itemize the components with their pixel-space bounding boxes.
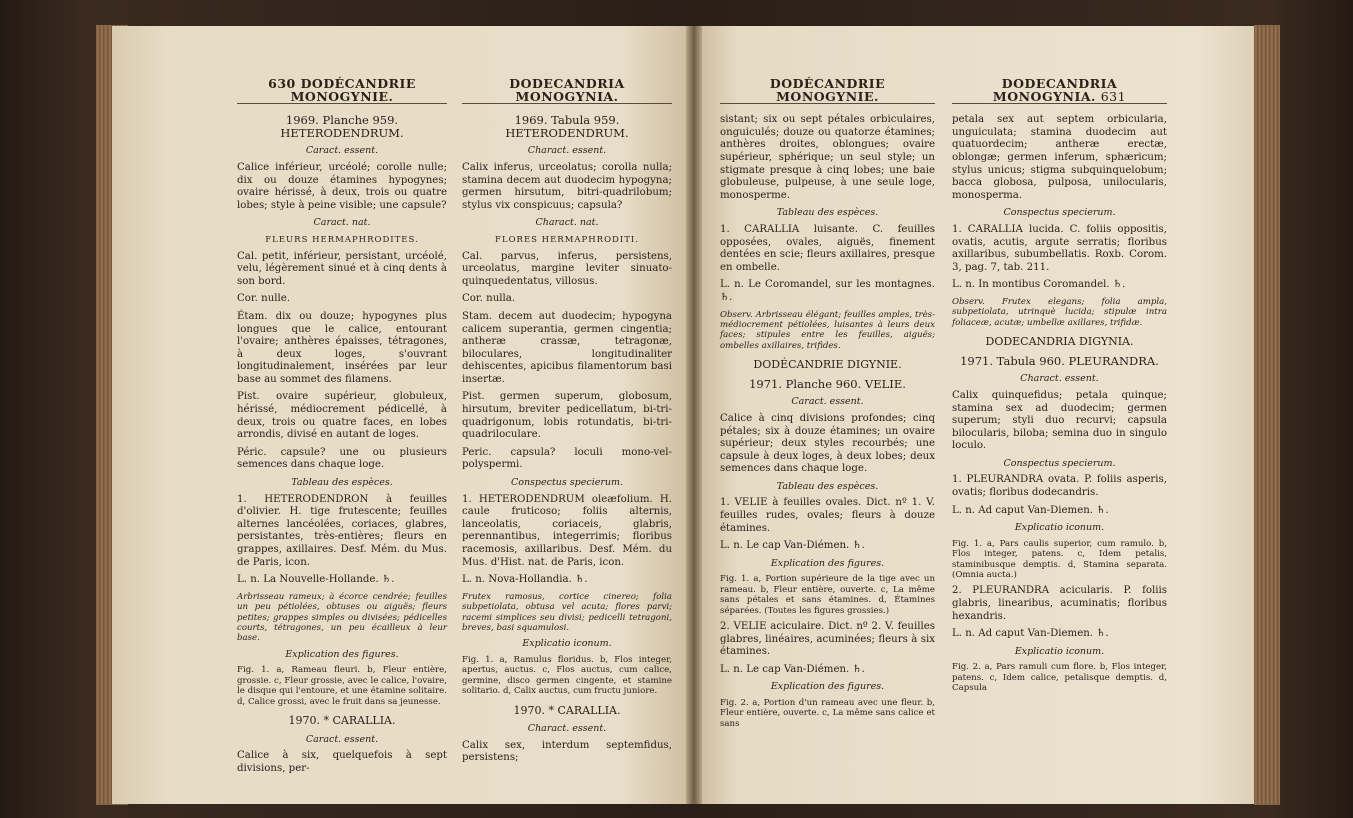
caption: FLORES HERMAPHRODITI. (495, 234, 639, 245)
genus-title: 1969. Planche 959. HETERODENDRUM. (280, 113, 404, 140)
caption: Charact. nat. (535, 217, 599, 229)
locality: L. n. Le cap Van-Diémen. ♄. (720, 663, 865, 675)
figure-explanation: Fig. 1. a, Rameau fleuri. b, Fleur entière, grossie. c, Fleur grossie, avec le calice, l'ovaire, le disque qui l'entoure, et une étamine solitaire. d, Calice grossi, avec le fruit dans sa jeunesse. (237, 665, 447, 707)
caption: Charact. essent. (1020, 373, 1099, 385)
species-entry: 1. PLEURANDRA ovata. P. foliis asperis, ovatis; floribus dodecandris. (952, 474, 1167, 499)
header-text: DODECANDRIA MONOGYNIA. (992, 76, 1118, 104)
locality: L. n. Ad caput Van-Diemen. ♄. (952, 504, 1109, 516)
species-entry: 1. CARALLIA luisante. C. feuilles opposées, ovales, aiguës, finement dentées en scie; fleurs axillaires, presque en ombelle. (720, 223, 935, 273)
genus-title: 1971. Planche 960. VELIE. (749, 376, 906, 391)
caption: Tableau des espèces. (776, 480, 879, 492)
paragraph: Pist. ovaire supérieur, globuleux, hérissé, médiocrement pédicellé, à deux, trois ou quatre faces, en lobes arrondis, divisé en autant de loges. (237, 391, 447, 441)
paragraph: Calix sex, interdum septemfidus, persistens; (462, 739, 672, 764)
caption: Explicatio iconum. (1014, 522, 1105, 534)
species-entry: 2. VELIE aciculaire. Dict. nº 2. V. feuilles glabres, linéaires, acuminées; fleurs à six étamines. (720, 621, 935, 658)
caption: Explication des figures. (770, 681, 885, 693)
paragraph: Cal. parvus, inferus, persistens, urceolatus, margine leviter sinuato-quinquedentatus, villosus. (462, 250, 672, 287)
paragraph: Calice à six, quelquefois à sept divisions, per- (237, 750, 447, 774)
paragraph: Cor. nulle. (237, 293, 291, 305)
species-entry: 1. HETERODENDRUM oleæfolium. H. caule fruticoso; foliis alternis, lanceolatis, coriaceis, glabris, perennantibus, integerrimis; floribus racemosis, axillaribus. Desf. Mém. du Mus. d'Hist. nat. de Paris, icon. (462, 493, 672, 568)
genus-title: 1971. Tabula 960. PLEURANDRA. (960, 353, 1159, 368)
caption: Conspectus specierum. (1003, 207, 1116, 219)
caption: Tableau des espèces. (776, 207, 879, 219)
running-header: DODÉCANDRIE MONOGYNIE. (720, 78, 935, 104)
paragraph: Peric. capsula? loculi mono-vel-polyspermi. (462, 446, 672, 471)
figure-explanation: Fig. 1. a, Pars caulis superior, cum ramulo. b, Flos integer, patens. c, Idem petalis, staminibusque demptis. d, Stamina separata. (Omnia aucta.) (952, 538, 1167, 581)
locality: L. n. Le cap Van-Diémen. ♄. (720, 540, 865, 552)
figure-explanation: Fig. 2. a, Pars ramuli cum flore. b, Flos integer, patens. c, Idem calice, petalisque demptis. d, Capsula (952, 662, 1167, 694)
caption: Caract. essent. (791, 396, 864, 408)
species-entry: 1. VELIE à feuilles ovales. Dict. nº 1. V. feuilles rudes, ovales; fleurs à douze étamines. (720, 497, 935, 534)
caption: Caract. essent. (305, 733, 379, 745)
book-gutter (686, 26, 702, 804)
left-page (112, 26, 692, 804)
paragraph: sistant; six ou sept pétales orbiculaires, onguiculés; douze ou quatorze étamines; anthères droites, oblongues; ovaire supérieur, sphérique; un seul style; un stigmate presque à cinq lobes; une baie globuleuse, pulpeuse, à une seule loge, monosperme. (720, 114, 935, 201)
caption: Conspectus specierum. (1003, 457, 1116, 469)
running-header: 630 DODÉCANDRIE MONOGYNIE. (237, 78, 447, 104)
caption: Charact. essent. (527, 145, 607, 157)
caption: Explication des figures. (770, 557, 885, 569)
paragraph: Péric. capsule? une ou plusieurs semences dans chaque loge. (237, 446, 447, 471)
caption: Caract. essent. (305, 145, 379, 157)
species-entry: 1. HETERODENDRON à feuilles d'olivier. H. tige frutescente; feuilles alternes lancéolées, coriaces, glabres, persistantes, très-entières; fleurs en grappes, axillaires. Desf. Mém. du Mus. de Paris, icon. (237, 493, 447, 568)
caption: Tableau des espèces. (291, 477, 393, 489)
observation: Observ. Frutex elegans; folia ampla, subpetiolata, utrinquè lucida; stipulæ intra foliaceæ, acutæ; umbellæ axillares, trifidæ. (952, 296, 1167, 328)
caption: Charact. essent. (527, 723, 607, 735)
paragraph: Calix inferus, urceolatus; corolla nulla; stamina decem aut duodecim hypogyna; germen hirsutum, bitri-quadrilobum; stylus vix conspicuus; capsula? (462, 161, 672, 211)
species-entry: 1. CARALLIA lucida. C. foliis oppositis, ovatis, acutis, argute serratis; floribus axillaribus, subumbellatis. Roxb. Corom. 3, pag. 7, tab. 211. (952, 223, 1167, 273)
paragraph: petala sex aut septem orbicularia, unguiculata; stamina duodecim aut quatuordecim; antheræ erectæ, oblongæ; germen inferum, sphæricum; stylus unicus; stigma subquinquelobum; bacca globosa, pulposa, unilocularis, monosperma. (952, 114, 1167, 201)
caption: Caract. nat. (313, 217, 371, 229)
locality: L. n. La Nouvelle-Hollande. ♄. (237, 574, 395, 586)
observation: Arbrisseau rameux; à écorce cendrée; feuilles un peu pétiolées, obtuses ou aiguës; fleurs petites; grappes simples ou divisées; pédicelles courts, tétragones, un peu écailleux à leur base. (237, 591, 447, 644)
left-col-french (237, 26, 447, 780)
page-number: 631 (1100, 88, 1127, 104)
paragraph: Calice à cinq divisions profondes; cinq pétales; six à douze étamines; un ovaire supérieur; deux styles recourbés; une capsule à deux loges, à deux lobes; deux semences dans chaque loge. (720, 412, 935, 475)
paragraph: Cal. petit, inférieur, persistant, urcéolé, velu, légèrement sinué et à cinq dents à son bord. (237, 250, 447, 287)
running-header (952, 78, 1167, 104)
observation: Observ. Arbrisseau élégant; feuilles amples, très-médiocrement pétiolées, luisantes à leurs deux faces; stipules entre les feuilles, aiguës; ombelles axillaires, trifides. (720, 309, 935, 351)
locality: L. n. Le Coromandel, sur les montagnes. ♄. (720, 279, 935, 303)
paragraph: Étam. dix ou douze; hypogynes plus longues que le calice, entourant l'ovaire; anthères épaisses, tétragones, à deux loges, s'ouvrant longitudinalement, insérées par leur base au sommet des filamens. (237, 310, 447, 385)
paragraph: Cor. nulla. (462, 293, 516, 305)
right-page-edges (1254, 25, 1280, 805)
right-col-latin (952, 26, 1167, 699)
left-col-latin (462, 26, 672, 770)
caption: Explication des figures. (285, 648, 399, 660)
caption: Conspectus specierum. (510, 477, 624, 489)
section-title: DODECANDRIA DIGYNIA. (985, 335, 1134, 349)
figure-explanation: Fig. 2. a, Portion d'un rameau avec une fleur. b, Fleur entière, ouverte. c, La même sans calice et sans (720, 698, 935, 729)
right-page (694, 26, 1254, 804)
locality: L. n. Ad caput Van-Diemen. ♄. (952, 628, 1109, 640)
genus-title: 1970. * CARALLIA. (288, 714, 396, 728)
paragraph: Pist. germen superum, globosum, hirsutum, breviter pedicellatum, bi-tri-quadrigonum, lobis rotundatis, bi-tri-quadriloculare. (462, 391, 672, 441)
locality: L. n. Nova-Hollandia. ♄. (462, 574, 588, 586)
running-header: DODECANDRIA MONOGYNIA. (462, 78, 672, 104)
observation: Frutex ramosus, cortice cinereo; folia subpetiolata, obtusa vel acuta; flores parvi; racemi simplices seu divisi; pedicelli tetragoni, breves, basi squamulosi. (462, 591, 672, 633)
genus-title: 1969. Tabula 959. HETERODENDRUM. (505, 113, 629, 140)
figure-explanation: Fig. 1. a, Ramulus floridus. b, Flos integer, apertus, auctus. c, Flos auctus, cum calice, germine, disco germen cingente, et stamine solitario. d, Calix auctus, cum fructu juniore. (462, 655, 672, 697)
paragraph: Calice inférieur, urcéolé; corolle nulle; dix ou douze étamines hypogynes; ovaire hérissé, à deux, trois ou quatre lobes; style à peine visible; une capsule? (237, 161, 447, 211)
species-entry: 2. PLEURANDRA acicularis. P. foliis glabris, linearibus, acuminatis; floribus hexandris. (952, 585, 1167, 622)
genus-title: 1970. * CARALLIA. (513, 703, 621, 717)
right-col-french (720, 26, 935, 734)
section-title: DODÉCANDRIE DIGYNIE. (753, 358, 902, 372)
caption: Explicatio iconum. (522, 638, 612, 650)
caption: Explicatio iconum. (1014, 645, 1105, 657)
caption: FLEURS HERMAPHRODITES. (265, 234, 419, 245)
paragraph: Stam. decem aut duodecim; hypogyna calicem superantia, germen cingentia; antheræ crassæ, tetragonæ, biloculares, longitudinaliter dehiscentes, apicibus filamentorum basi insertæ. (462, 310, 672, 385)
paragraph: Calix quinquefidus; petala quinque; stamina sex ad duodecim; germen superum; styli duo recurvi; capsula bilocularis, biloba; semina duo in singulo loculo. (952, 389, 1167, 452)
locality: L. n. In montibus Coromandel. ♄. (952, 279, 1126, 291)
figure-explanation: Fig. 1. a, Portion supérieure de la tige avec un rameau. b, Fleur entière, ouverte. c, La même sans pétales et sans étamines. d, Étamines séparées. (Toutes les figures grossies.) (720, 574, 935, 616)
